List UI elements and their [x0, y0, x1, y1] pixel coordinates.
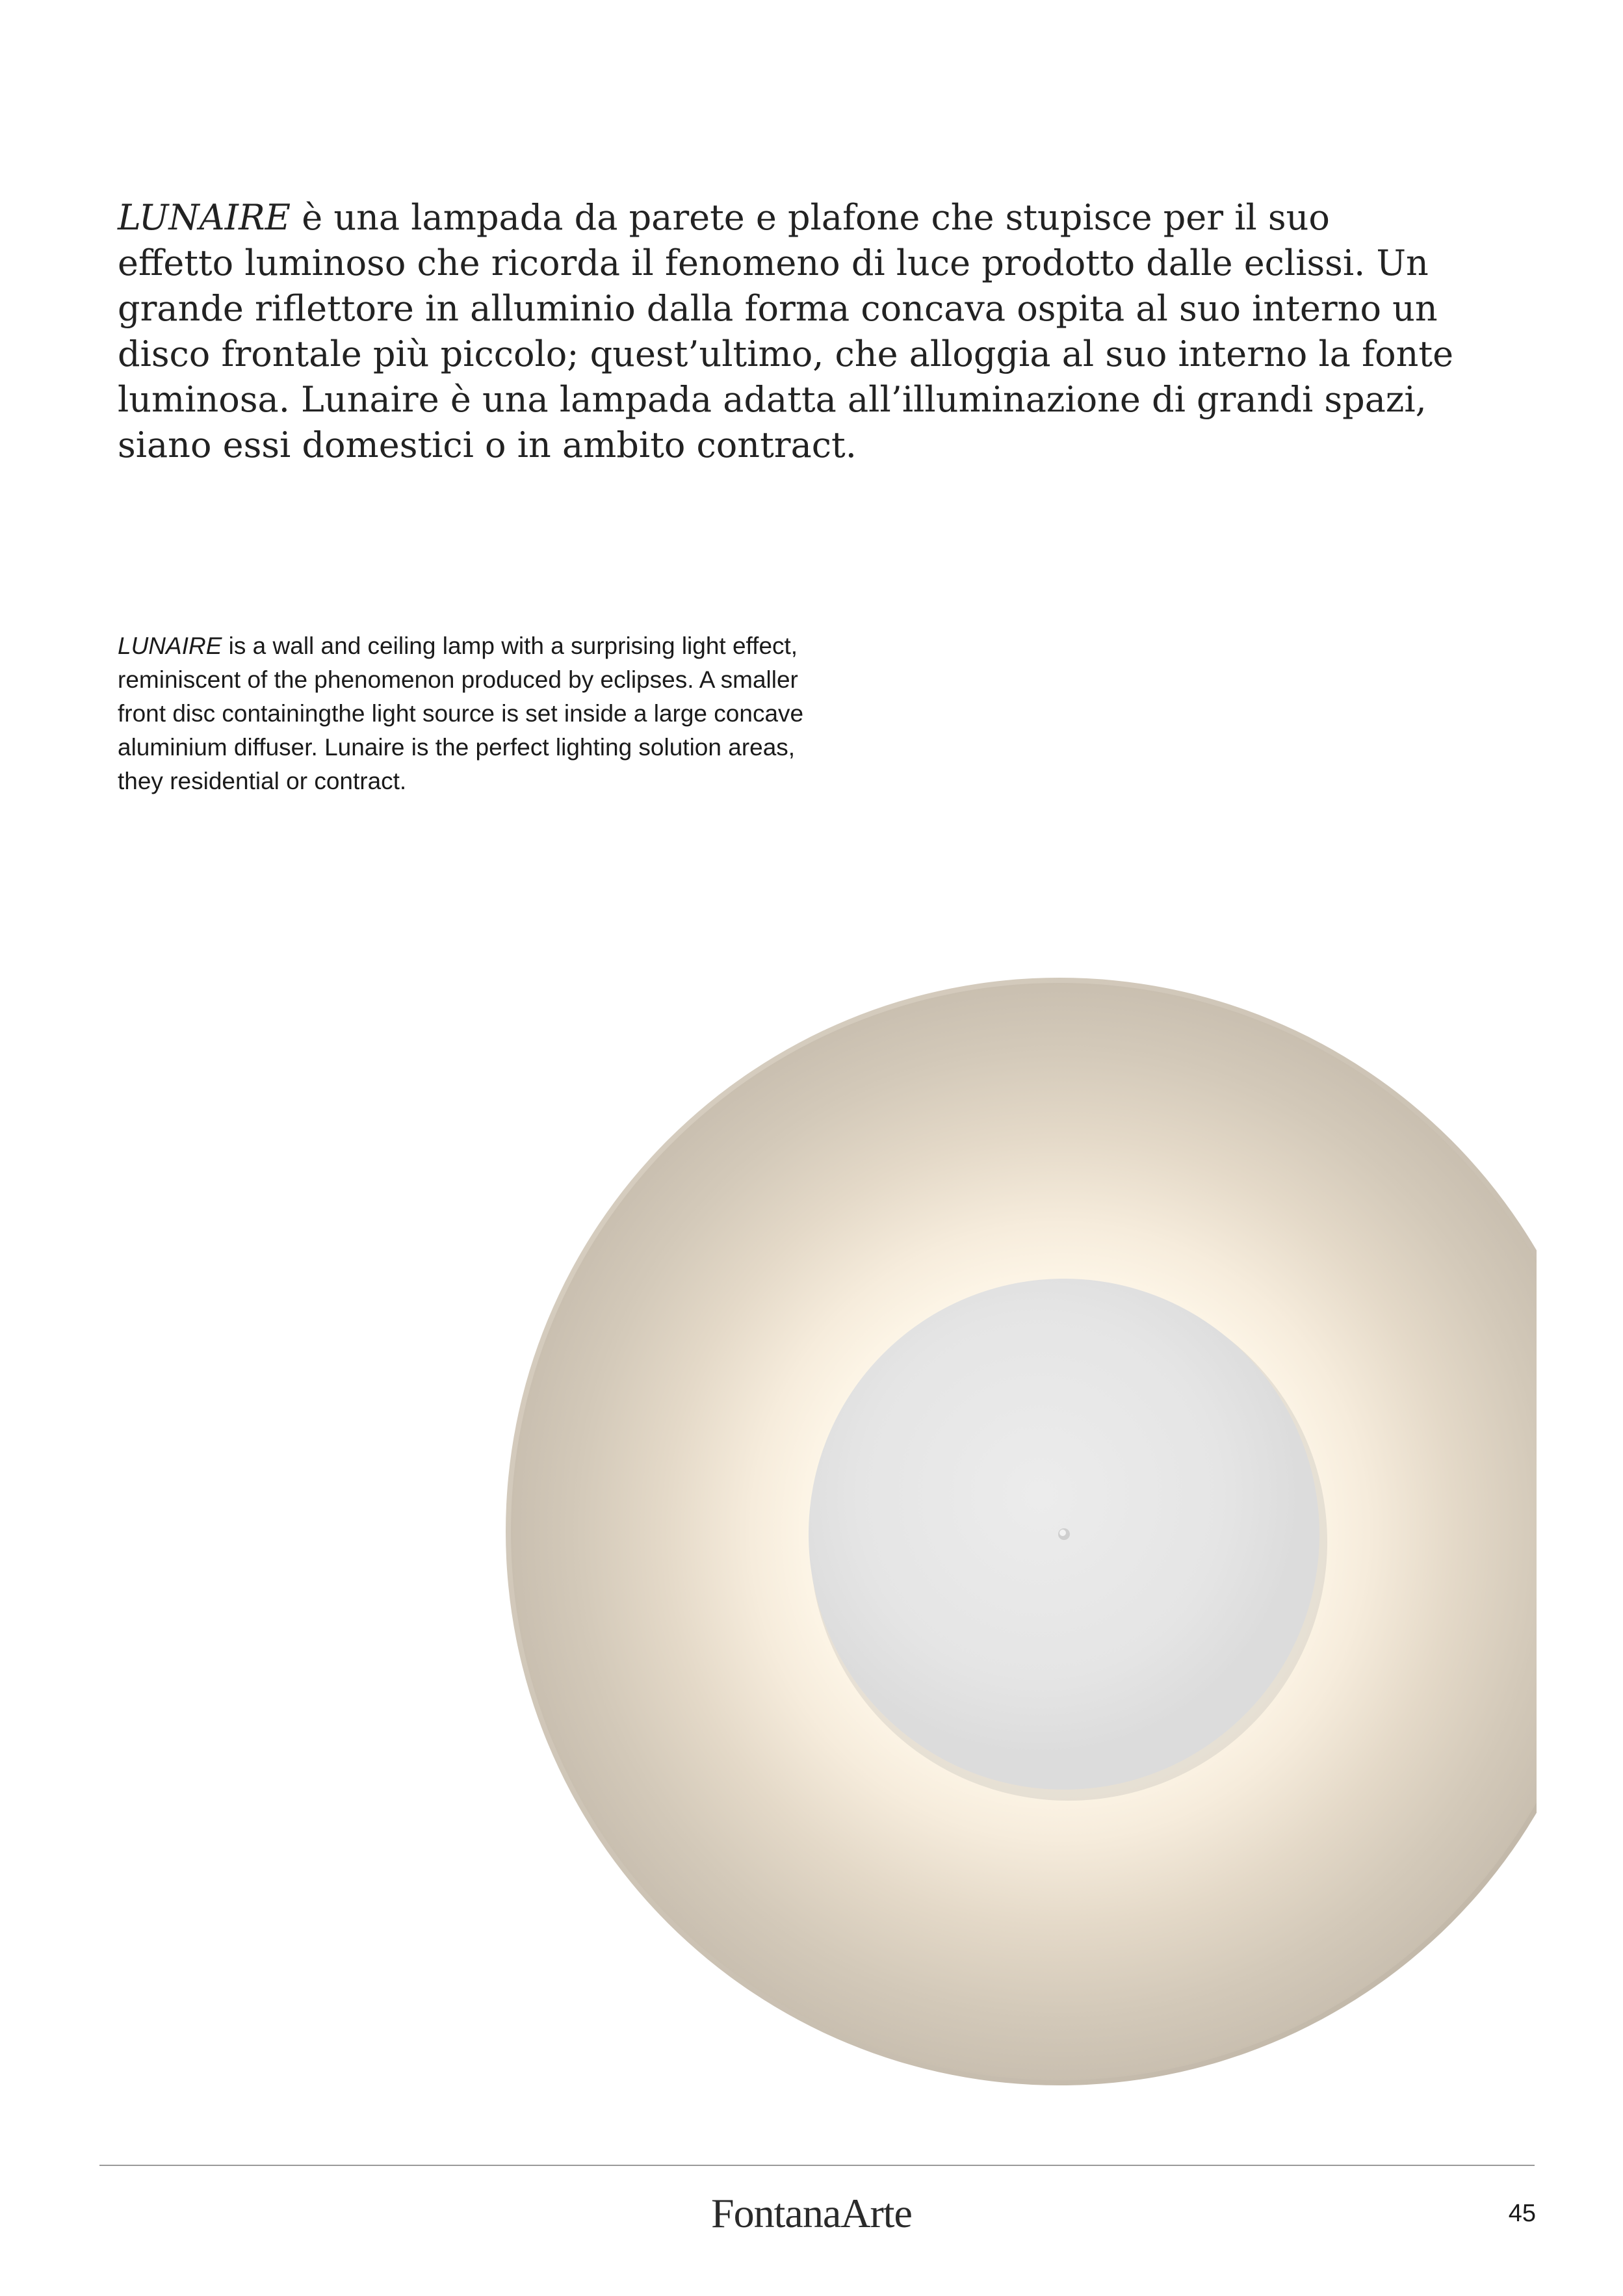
lamp-photo	[0, 962, 1537, 2106]
footer-divider	[99, 2165, 1535, 2166]
english-product-name: LUNAIRE	[118, 633, 222, 659]
italian-description-body: è una lampada da parete e plafone che stupisce per il suo effetto luminoso che ricorda il fenomeno di luce prodotto dalle eclissi. Un grande riflettore in alluminio dalla forma concava ospita al suo interno un disco frontale più piccolo; quest’ultimo, che alloggia al suo interno la fonte luminosa. Lunaire è una lampada adatta all’illuminazione di grandi spazi, siano essi domestici o in ambito contract.	[118, 197, 1454, 465]
italian-description	[118, 195, 1457, 468]
english-description	[118, 629, 820, 798]
italian-product-name: LUNAIRE	[118, 197, 291, 238]
lunaire-lamp-image	[0, 962, 1537, 2106]
disc-center-screw-highlight	[1059, 1530, 1066, 1536]
english-description-body: is a wall and ceiling lamp with a surprising light effect, reminiscent of the phenomenon produced by eclipses. A smaller front disc containingthe light source is set inside a large concave aluminium diffuser. Lunaire is the perfect lighting solution areas, they residential or contract.	[118, 633, 804, 794]
page-number: 45	[1508, 2200, 1536, 2227]
brand-logo: FontanaArte	[711, 2190, 912, 2236]
